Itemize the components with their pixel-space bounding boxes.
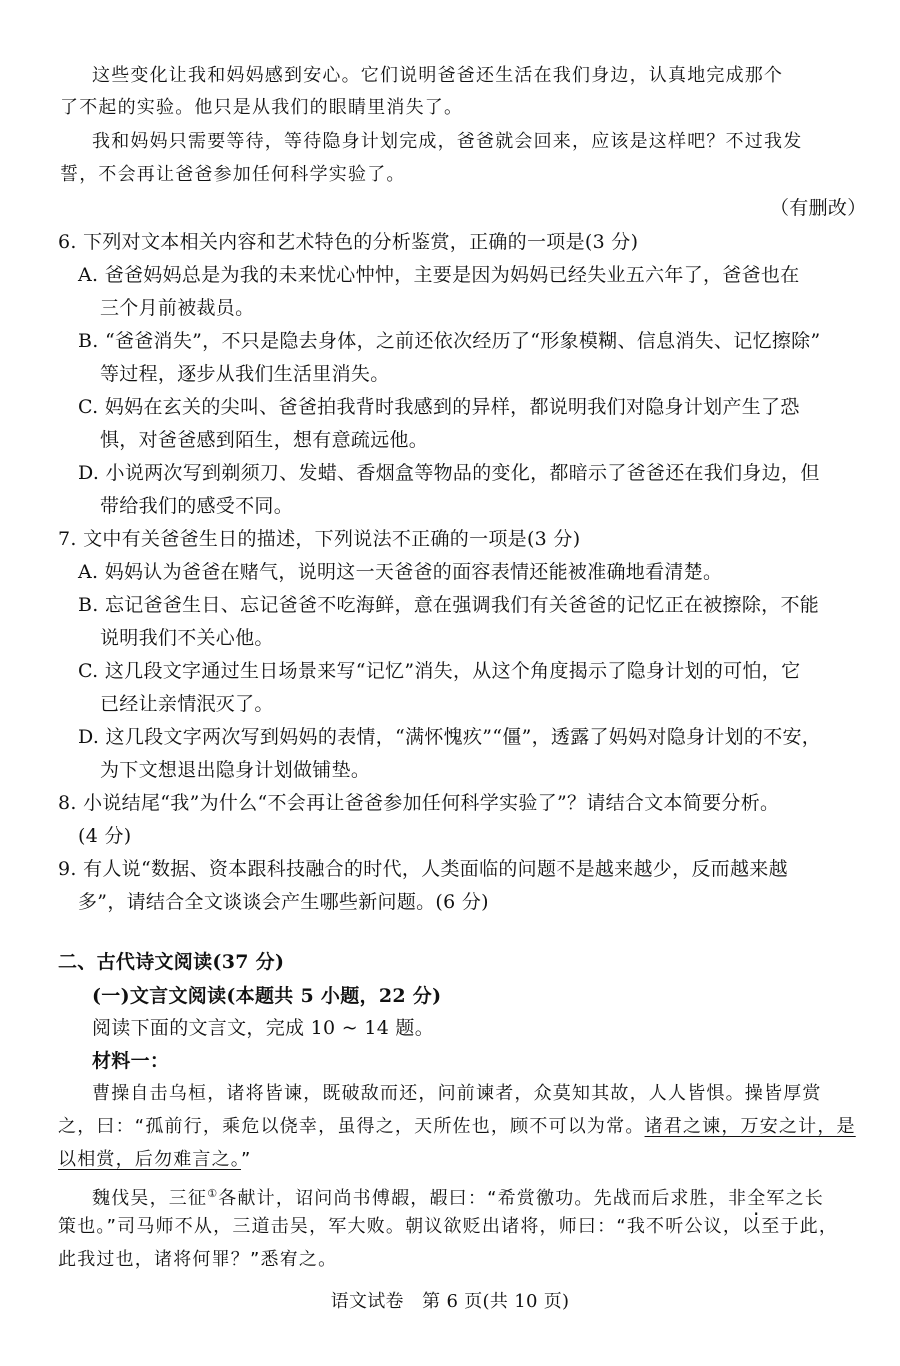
underlined-sentence: 以相赏，后勿难言之。 [58, 1149, 241, 1170]
page-footer: 语文试卷 第 6 页(共 10 页) [330, 1291, 570, 1312]
passage-line: 我和妈妈只需要等待，等待隐身计划完成，爸爸就会回来，应该是这样吧？不过我发 [92, 131, 803, 152]
passage-line: 誓，不会再让爸爸参加任何科学实验了。 [60, 164, 406, 185]
reading-instruction: 阅读下面的文言文，完成 10 ~ 14 题。 [92, 1017, 435, 1039]
question-6-option-d-cont: 带给我们的感受不同。 [100, 495, 294, 517]
question-6-option-a-cont: 三个月前被裁员。 [100, 297, 255, 319]
question-8: 8. 小说结尾“我”为什么“不会再让爸爸参加任何科学实验了”？请结合文本简要分析。 [58, 792, 780, 814]
question-7-option-c-cont: 已经让亲情泯灭了。 [100, 693, 274, 715]
question-9-cont: 多”，请结合全文谈谈会产生哪些新问题。(6 分) [78, 891, 489, 913]
classical-text-line: 以相赏，后勿难言之。” [58, 1149, 252, 1170]
question-6-option-d: D. 小说两次写到剃须刀、发蜡、香烟盒等物品的变化，都暗示了爸爸还在我们身边，但 [78, 462, 820, 484]
subsection-title: (一)文言文阅读(本题共 5 小题，22 分) [92, 985, 442, 1007]
question-7-option-a: A. 妈妈认为爸爸在赌气，说明这一天爸爸的面容表情还能被准确地看清楚。 [78, 561, 723, 583]
classical-text-line: 策也。”司马师不从，三道击吴，军大败。朝议欲贬出诸将，师曰：“我不听公议，以至于此， [58, 1216, 839, 1237]
classical-text-line: 此我过也，诸将何罪？”悉宥之。 [58, 1249, 338, 1270]
question-6-stem: 6. 下列对文本相关内容和艺术特色的分析鉴赏，正确的一项是(3 分) [58, 231, 639, 253]
passage-line: 了不起的实验。他只是从我们的眼睛里消失了。 [60, 97, 464, 118]
source-note: （有删改） [770, 197, 867, 219]
question-7-option-b-cont: 说明我们不关心他。 [100, 627, 274, 649]
question-7-stem: 7. 文中有关爸爸生日的描述，下列说法不正确的一项是(3 分) [58, 528, 581, 550]
material-label: 材料一： [92, 1050, 170, 1072]
question-7-option-c: C. 这几段文字通过生日场景来写“记忆”消失，从这个角度揭示了隐身计划的可怕，它 [78, 660, 801, 682]
passage-line: 这些变化让我和妈妈感到安心。它们说明爸爸还生活在我们身边，认真地完成那个 [92, 65, 784, 86]
question-6-option-b-cont: 等过程，逐步从我们生活里消失。 [100, 363, 390, 385]
question-6-option-c-cont: 惧，对爸爸感到陌生，想有意疏远他。 [100, 429, 429, 451]
footnote-marker: ① [207, 1187, 219, 1200]
section-title: 二、古代诗文阅读(37 分) [58, 951, 285, 973]
question-6-option-c: C. 妈妈在玄关的尖叫、爸爸拍我背时我感到的异样，都说明我们对隐身计划产生了恐 [78, 396, 800, 418]
question-6-option-b: B. “爸爸消失”，不只是隐去身体，之前还依次经历了“形象模糊、信息消失、记忆擦除” [78, 330, 821, 352]
question-7-option-d-cont: 为下文想退出隐身计划做铺垫。 [100, 759, 371, 781]
question-9: 9. 有人说“数据、资本跟科技融合的时代，人类面临的问题不是越来越少，反而越来越 [58, 858, 788, 880]
classical-text-line: 之，曰：“孤前行，乘危以侥幸，虽得之，天所佐也，顾不可以为常。诸君之谏，万安之计，是 [58, 1116, 856, 1137]
question-7-option-d: D. 这几段文字两次写到妈妈的表情，“满怀愧疚”“僵”，透露了妈妈对隐身计划的不安， [78, 726, 822, 748]
emphasis-dot-char: 全 [747, 1188, 767, 1209]
underlined-sentence: 诸君之谏，万安之计，是 [644, 1116, 856, 1137]
question-7-option-b: B. 忘记爸爸生日、忘记爸爸不吃海鲜，意在强调我们有关爸爸的记忆正在被擦除，不能 [78, 594, 820, 616]
classical-text-line: 魏伐吴，三征①各献计，诏问尚书傅嘏，嘏曰：“希赏徼功。先战而后求胜，非全军之长 [92, 1187, 825, 1209]
question-8-points: (4 分) [78, 825, 132, 847]
classical-text-line: 曹操自击乌桓，诸将皆谏，既破敌而还，问前谏者，众莫知其故，人人皆惧。操皆厚赏 [92, 1083, 822, 1104]
question-6-option-a: A. 爸爸妈妈总是为我的未来忧心忡忡，主要是因为妈妈已经失业五六年了，爸爸也在 [78, 264, 800, 286]
